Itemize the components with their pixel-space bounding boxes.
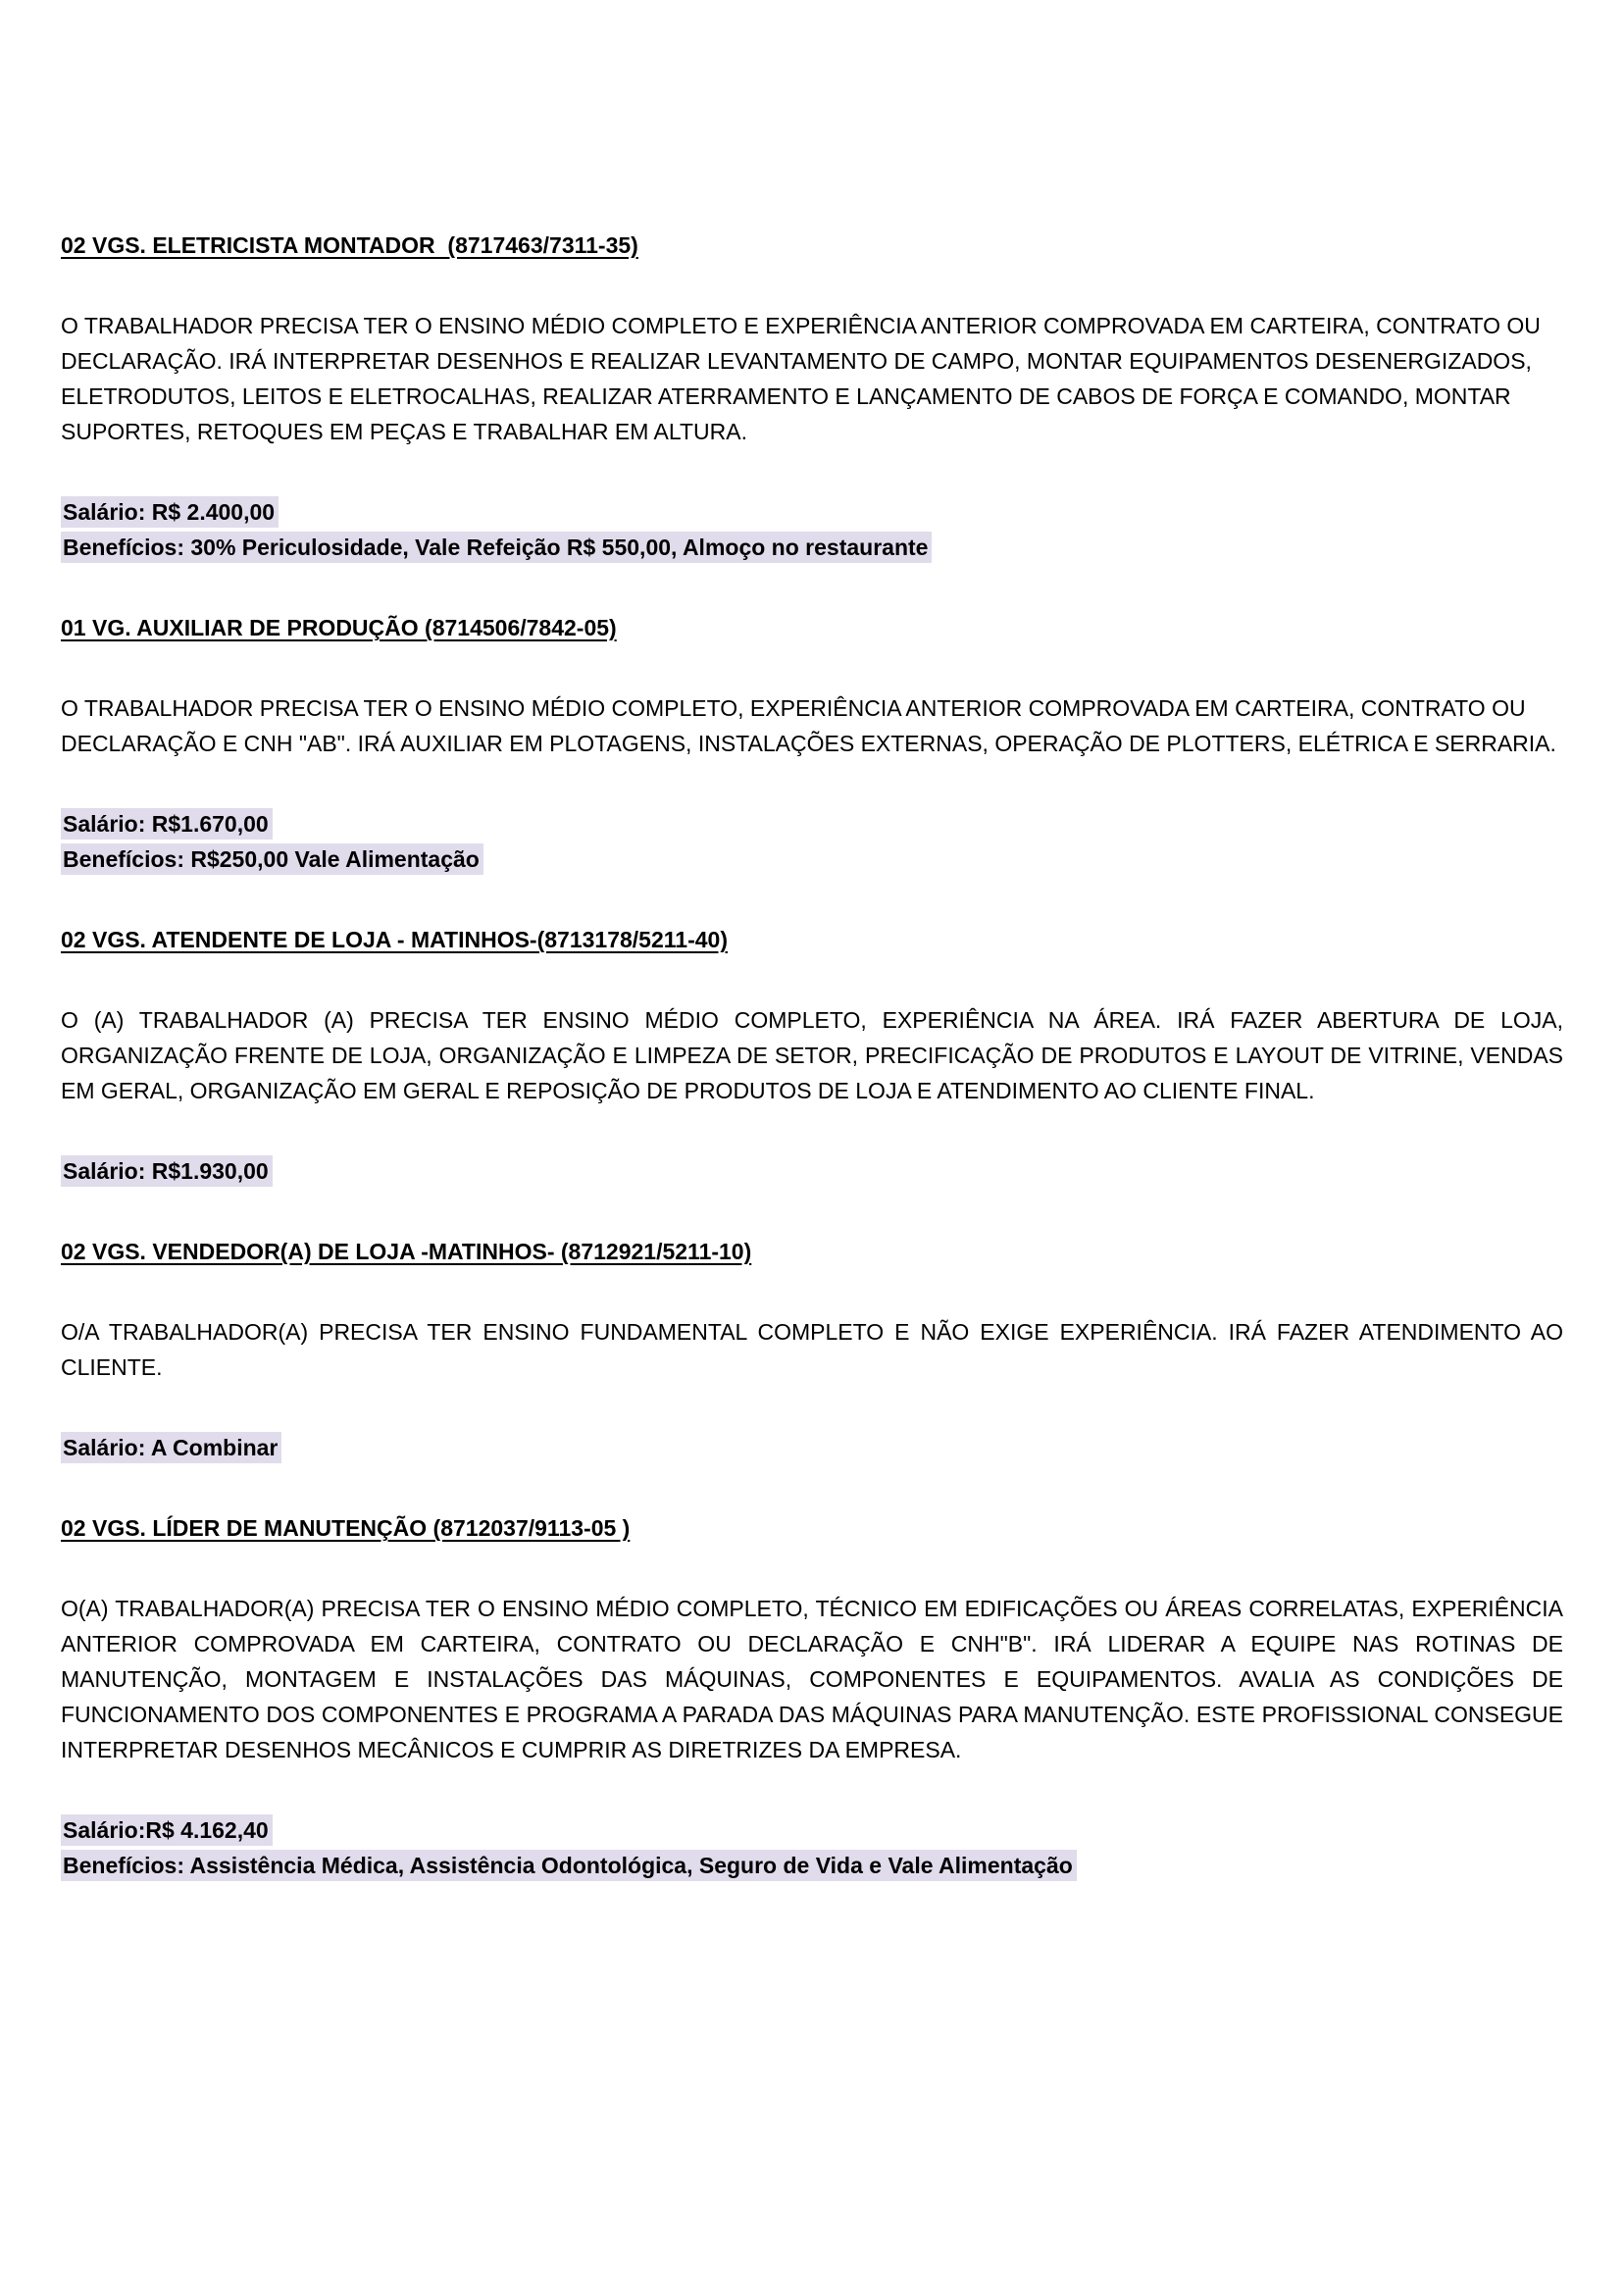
salary-highlight: Salário: R$1.670,00	[61, 808, 273, 840]
job-description: O (A) TRABALHADOR (A) PRECISA TER ENSINO MÉDIO COMPLETO, EXPERIÊNCIA NA ÁREA. IRÁ FAZER ABERTURA DE LOJA, ORGANIZAÇÃO FRENTE DE LOJA, ORGANIZAÇÃO E LIMPEZA DE SETOR, PRECIFICAÇÃO DE PRODUTOS E LAYOUT DE VITRINE, VENDAS EM GERAL, ORGANIZAÇÃO EM GERAL E REPOSIÇÃO DE PRODUTOS DE LOJA E ATENDIMENTO AO CLIENTE FINAL.	[61, 1007, 1563, 1103]
salary-highlight: Salário: R$1.930,00	[61, 1155, 273, 1187]
job-description: O/A TRABALHADOR(A) PRECISA TER ENSINO FUNDAMENTAL COMPLETO E NÃO EXIGE EXPERIÊNCIA. IRÁ FAZER ATENDIMENTO AO CLIENTE.	[61, 1319, 1563, 1380]
job-title: 01 VG. AUXILIAR DE PRODUÇÃO (8714506/7842-05)	[61, 615, 617, 640]
job-description: O TRABALHADOR PRECISA TER O ENSINO MÉDIO COMPLETO, EXPERIÊNCIA ANTERIOR COMPROVADA EM CARTEIRA, CONTRATO OU DECLARAÇÃO E CNH "AB". IRÁ AUXILIAR EM PLOTAGENS, INSTALAÇÕES EXTERNAS, OPERAÇÃO DE PLOTTERS, ELÉTRICA E SERRARIA.	[61, 695, 1556, 756]
job-listing-lider-de-manutencao	[61, 1510, 1563, 1883]
benefits-highlight: Benefícios: 30% Periculosidade, Vale Refeição R$ 550,00, Almoço no restaurante	[61, 532, 932, 563]
job-listing-eletricista-montador	[61, 228, 1563, 565]
benefits-highlight: Benefícios: Assistência Médica, Assistência Odontológica, Seguro de Vida e Vale Alimentação	[61, 1850, 1077, 1881]
salary-highlight: Salário:R$ 4.162,40	[61, 1814, 273, 1846]
job-title: 02 VGS. ATENDENTE DE LOJA - MATINHOS-(8713178/5211-40)	[61, 927, 728, 952]
salary-line	[61, 1812, 1563, 1848]
salary-line	[61, 1153, 1563, 1189]
benefits-highlight: Benefícios: R$250,00 Vale Alimentação	[61, 843, 483, 875]
benefits-line	[61, 841, 1563, 877]
benefits-line	[61, 1848, 1563, 1883]
salary-line	[61, 494, 1563, 530]
job-description: O TRABALHADOR PRECISA TER O ENSINO MÉDIO COMPLETO E EXPERIÊNCIA ANTERIOR COMPROVADA EM CARTEIRA, CONTRATO OU DECLARAÇÃO. IRÁ INTERPRETAR DESENHOS E REALIZAR LEVANTAMENTO DE CAMPO, MONTAR EQUIPAMENTOS DESENERGIZADOS, ELETRODUTOS, LEITOS E ELETROCALHAS, REALIZAR ATERRAMENTO E LANÇAMENTO DE CABOS DE FORÇA E COMANDO, MONTAR SUPORTES, RETOQUES EM PEÇAS E TRABALHAR EM ALTURA.	[61, 313, 1541, 444]
salary-highlight: Salário: A Combinar	[61, 1432, 281, 1463]
job-listing-auxiliar-de-producao	[61, 610, 1563, 877]
salary-line	[61, 806, 1563, 841]
benefits-line	[61, 530, 1563, 565]
job-listing-vendedor-de-loja	[61, 1234, 1563, 1465]
job-description: O(A) TRABALHADOR(A) PRECISA TER O ENSINO MÉDIO COMPLETO, TÉCNICO EM EDIFICAÇÕES OU ÁREAS CORRELATAS, EXPERIÊNCIA ANTERIOR COMPROVADA EM CARTEIRA, CONTRATO OU DECLARAÇÃO E CNH"B". IRÁ LIDERAR A EQUIPE NAS ROTINAS DE MANUTENÇÃO, MONTAGEM E INSTALAÇÕES DAS MÁQUINAS, COMPONENTES E EQUIPAMENTOS. AVALIA AS CONDIÇÕES DE FUNCIONAMENTO DOS COMPONENTES E PROGRAMA A PARADA DAS MÁQUINAS PARA MANUTENÇÃO. ESTE PROFISSIONAL CONSEGUE INTERPRETAR DESENHOS MECÂNICOS E CUMPRIR AS DIRETRIZES DA EMPRESA.	[61, 1596, 1563, 1762]
salary-line	[61, 1430, 1563, 1465]
job-title: 02 VGS. LÍDER DE MANUTENÇÃO (8712037/9113-05 )	[61, 1515, 631, 1541]
job-listing-atendente-de-loja	[61, 922, 1563, 1189]
job-title: 02 VGS. ELETRICISTA MONTADOR (8717463/7311-35)	[61, 232, 638, 258]
salary-highlight: Salário: R$ 2.400,00	[61, 496, 279, 528]
job-title: 02 VGS. VENDEDOR(A) DE LOJA -MATINHOS- (8712921/5211-10)	[61, 1239, 752, 1264]
